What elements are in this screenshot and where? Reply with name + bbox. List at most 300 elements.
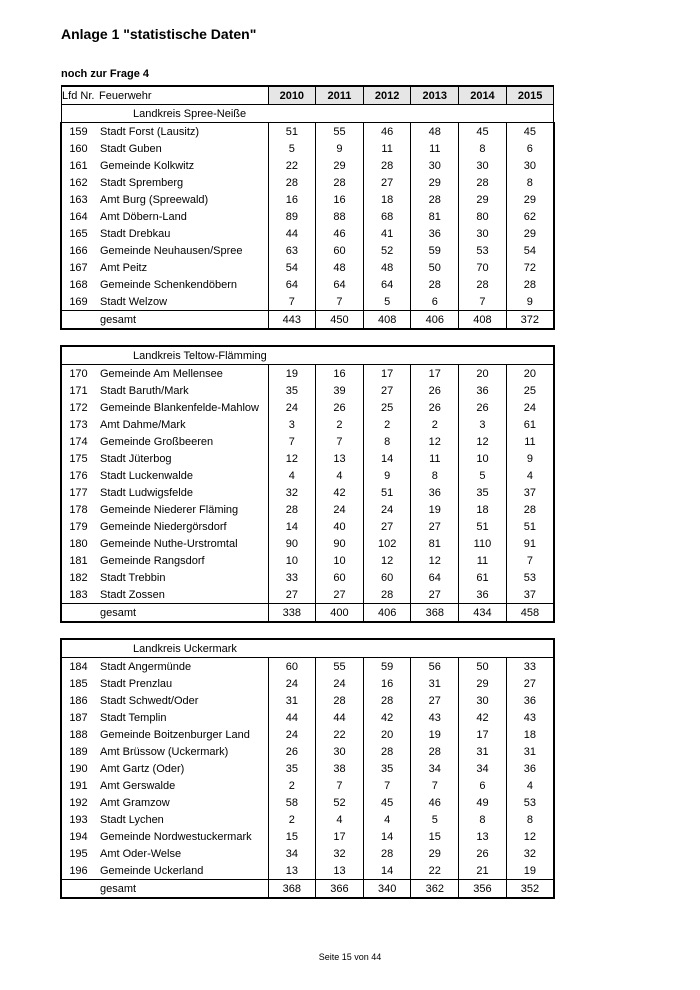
fire-brigade-name: Amt Gramzow <box>100 796 170 809</box>
year-value: 30 <box>316 743 364 760</box>
year-value: 43 <box>411 709 459 726</box>
year-value: 29 <box>459 191 507 208</box>
year-value: 14 <box>268 518 316 535</box>
year-value: 22 <box>411 862 459 880</box>
data-table <box>60 85 555 330</box>
year-value: 8 <box>411 467 459 484</box>
year-value: 24 <box>268 399 316 416</box>
year-value: 28 <box>506 501 554 518</box>
row-number: 169 <box>61 293 95 311</box>
fire-brigade-name: Amt Burg (Spreewald) <box>100 193 209 206</box>
year-value: 56 <box>411 658 459 676</box>
year-value: 52 <box>363 242 411 259</box>
table-row <box>61 811 554 828</box>
year-value: 19 <box>506 862 554 880</box>
year-value: 55 <box>316 123 364 141</box>
year-value: 30 <box>506 157 554 174</box>
year-value: 46 <box>316 225 364 242</box>
year-value: 2 <box>411 416 459 433</box>
row-number: 160 <box>61 140 95 157</box>
year-value: 36 <box>459 382 507 399</box>
row-number: 184 <box>61 658 95 676</box>
year-value: 29 <box>411 174 459 191</box>
year-value: 53 <box>506 569 554 586</box>
row-number: 163 <box>61 191 95 208</box>
row-number: 195 <box>61 845 95 862</box>
year-value: 12 <box>459 433 507 450</box>
total-value: 408 <box>459 311 507 330</box>
year-value: 28 <box>411 191 459 208</box>
page-footer: Seite 15 von 44 <box>318 952 382 962</box>
year-value: 25 <box>363 399 411 416</box>
year-value: 2 <box>363 416 411 433</box>
region-name: Landkreis Uckermark <box>95 639 554 658</box>
year-value: 29 <box>316 157 364 174</box>
year-value: 26 <box>316 399 364 416</box>
year-value: 13 <box>316 450 364 467</box>
header-name: Feuerwehr <box>95 86 268 105</box>
total-value: 356 <box>459 880 507 899</box>
table-row <box>61 743 554 760</box>
year-value: 28 <box>411 276 459 293</box>
year-value: 45 <box>459 123 507 141</box>
year-value: 24 <box>268 675 316 692</box>
year-value: 5 <box>363 293 411 311</box>
year-value: 89 <box>268 208 316 225</box>
row-number: 166 <box>61 242 95 259</box>
total-value: 408 <box>363 311 411 330</box>
total-row <box>61 880 554 899</box>
year-value: 70 <box>459 259 507 276</box>
year-value: 31 <box>411 675 459 692</box>
year-value: 30 <box>459 157 507 174</box>
year-value: 12 <box>411 552 459 569</box>
table-row <box>61 862 554 880</box>
row-number: 183 <box>61 586 95 604</box>
year-value: 48 <box>316 259 364 276</box>
year-value: 15 <box>411 828 459 845</box>
year-value: 26 <box>411 399 459 416</box>
row-number: 191 <box>61 777 95 794</box>
year-value: 28 <box>316 692 364 709</box>
year-value: 46 <box>363 123 411 141</box>
region-row <box>61 105 554 123</box>
section-table-2 <box>60 345 553 623</box>
year-value: 24 <box>316 501 364 518</box>
year-value: 16 <box>316 365 364 383</box>
fire-brigade-name: Amt Peitz <box>100 261 148 274</box>
row-number: 174 <box>61 433 95 450</box>
row-number: 173 <box>61 416 95 433</box>
year-value: 24 <box>268 726 316 743</box>
total-row <box>61 311 554 330</box>
region-row <box>61 346 554 365</box>
table-row <box>61 259 554 276</box>
table-row <box>61 569 554 586</box>
row-number: 168 <box>61 276 95 293</box>
year-value: 28 <box>363 157 411 174</box>
year-value: 36 <box>411 484 459 501</box>
total-label: gesamt <box>95 604 268 623</box>
page-subtitle: noch zur Frage 4 <box>61 68 150 80</box>
table-row <box>61 777 554 794</box>
total-row <box>61 604 554 623</box>
table-row <box>61 658 554 676</box>
row-number: 162 <box>61 174 95 191</box>
year-value: 9 <box>506 450 554 467</box>
year-value: 31 <box>459 743 507 760</box>
year-value: 7 <box>363 777 411 794</box>
year-value: 53 <box>506 794 554 811</box>
year-value: 28 <box>363 845 411 862</box>
year-value: 91 <box>506 535 554 552</box>
table-row <box>61 191 554 208</box>
fire-brigade-name: Amt Dahme/Mark <box>100 418 186 431</box>
year-value: 28 <box>316 174 364 191</box>
year-value: 29 <box>506 225 554 242</box>
table-row <box>61 157 554 174</box>
year-value: 44 <box>268 225 316 242</box>
row-number: 159 <box>61 123 95 141</box>
year-value: 6 <box>506 140 554 157</box>
year-value: 12 <box>268 450 316 467</box>
row-number: 185 <box>61 675 95 692</box>
year-value: 43 <box>506 709 554 726</box>
fire-brigade-name: Stadt Schwedt/Oder <box>100 694 199 707</box>
fire-brigade-name: Stadt Luckenwalde <box>100 469 193 482</box>
year-value: 37 <box>506 484 554 501</box>
year-value: 7 <box>316 433 364 450</box>
year-value: 11 <box>459 552 507 569</box>
year-value: 7 <box>316 293 364 311</box>
fire-brigade-name: Stadt Baruth/Mark <box>100 384 189 397</box>
year-value: 88 <box>316 208 364 225</box>
year-value: 31 <box>506 743 554 760</box>
row-number: 175 <box>61 450 95 467</box>
year-value: 7 <box>459 293 507 311</box>
year-value: 21 <box>459 862 507 880</box>
row-number: 165 <box>61 225 95 242</box>
year-value: 28 <box>268 501 316 518</box>
row-number: 192 <box>61 794 95 811</box>
year-value: 26 <box>268 743 316 760</box>
year-value: 11 <box>363 140 411 157</box>
year-value: 42 <box>316 484 364 501</box>
row-number: 176 <box>61 467 95 484</box>
fire-brigade-name: Amt Gartz (Oder) <box>100 762 185 775</box>
fire-brigade-name: Stadt Zossen <box>100 588 165 601</box>
year-value: 44 <box>316 709 364 726</box>
year-value: 28 <box>411 743 459 760</box>
total-value: 338 <box>268 604 316 623</box>
year-value: 38 <box>316 760 364 777</box>
year-value: 90 <box>268 535 316 552</box>
year-value: 16 <box>316 191 364 208</box>
year-value: 36 <box>506 760 554 777</box>
year-value: 22 <box>316 726 364 743</box>
fire-brigade-name: Stadt Prenzlau <box>100 677 173 690</box>
page-title: Anlage 1 "statistische Daten" <box>61 26 257 42</box>
year-value: 36 <box>411 225 459 242</box>
year-value: 6 <box>459 777 507 794</box>
table-row <box>61 586 554 604</box>
year-value: 45 <box>506 123 554 141</box>
year-value: 46 <box>411 794 459 811</box>
row-number: 167 <box>61 259 95 276</box>
row-number: 193 <box>61 811 95 828</box>
table-row <box>61 225 554 242</box>
fire-brigade-name: Stadt Templin <box>100 711 167 724</box>
year-value: 27 <box>411 586 459 604</box>
year-value: 30 <box>459 692 507 709</box>
table-row <box>61 828 554 845</box>
year-value: 7 <box>268 433 316 450</box>
row-number: 181 <box>61 552 95 569</box>
fire-brigade-name: Amt Gerswalde <box>100 779 176 792</box>
year-value: 52 <box>316 794 364 811</box>
table-row <box>61 450 554 467</box>
total-value: 372 <box>506 311 554 330</box>
region-name: Landkreis Spree-Neiße <box>95 105 554 123</box>
row-number: 189 <box>61 743 95 760</box>
total-value: 450 <box>316 311 364 330</box>
year-value: 4 <box>506 777 554 794</box>
year-value: 17 <box>459 726 507 743</box>
year-value: 35 <box>459 484 507 501</box>
year-value: 4 <box>316 811 364 828</box>
year-value: 28 <box>459 276 507 293</box>
total-value: 362 <box>411 880 459 899</box>
year-value: 19 <box>268 365 316 383</box>
year-value: 10 <box>459 450 507 467</box>
year-value: 33 <box>268 569 316 586</box>
header-year: 2012 <box>363 86 411 105</box>
year-value: 60 <box>316 569 364 586</box>
year-value: 81 <box>411 535 459 552</box>
section-table-3 <box>60 638 553 899</box>
table-row <box>61 760 554 777</box>
data-table <box>60 638 555 899</box>
year-value: 20 <box>459 365 507 383</box>
year-value: 7 <box>411 777 459 794</box>
year-value: 49 <box>459 794 507 811</box>
year-value: 45 <box>363 794 411 811</box>
year-value: 24 <box>363 501 411 518</box>
table-row <box>61 845 554 862</box>
year-value: 3 <box>268 416 316 433</box>
table-row <box>61 123 554 141</box>
year-value: 6 <box>411 293 459 311</box>
row-number: 196 <box>61 862 95 880</box>
row-number: 179 <box>61 518 95 535</box>
year-value: 13 <box>459 828 507 845</box>
year-value: 41 <box>363 225 411 242</box>
year-value: 44 <box>268 709 316 726</box>
year-value: 19 <box>411 501 459 518</box>
year-value: 29 <box>411 845 459 862</box>
row-number: 194 <box>61 828 95 845</box>
year-value: 27 <box>506 675 554 692</box>
year-value: 9 <box>363 467 411 484</box>
year-value: 51 <box>506 518 554 535</box>
total-value: 352 <box>506 880 554 899</box>
row-number: 161 <box>61 157 95 174</box>
row-number: 190 <box>61 760 95 777</box>
year-value: 55 <box>316 658 364 676</box>
year-value: 27 <box>363 518 411 535</box>
table-row <box>61 293 554 311</box>
fire-brigade-name: Stadt Lychen <box>100 813 164 826</box>
year-value: 50 <box>459 658 507 676</box>
fire-brigade-name: Stadt Welzow <box>100 295 168 308</box>
year-value: 54 <box>268 259 316 276</box>
fire-brigade-name: Gemeinde Rangsdorf <box>100 554 205 567</box>
year-value: 61 <box>459 569 507 586</box>
year-value: 64 <box>363 276 411 293</box>
table-row <box>61 709 554 726</box>
year-value: 63 <box>268 242 316 259</box>
year-value: 27 <box>411 692 459 709</box>
year-value: 35 <box>268 382 316 399</box>
table-row <box>61 726 554 743</box>
row-number: 182 <box>61 569 95 586</box>
year-value: 18 <box>459 501 507 518</box>
year-value: 2 <box>268 777 316 794</box>
table-row <box>61 242 554 259</box>
year-value: 9 <box>506 293 554 311</box>
year-value: 35 <box>268 760 316 777</box>
year-value: 14 <box>363 862 411 880</box>
table-row <box>61 518 554 535</box>
year-value: 36 <box>506 692 554 709</box>
year-value: 16 <box>268 191 316 208</box>
year-value: 18 <box>363 191 411 208</box>
year-value: 8 <box>363 433 411 450</box>
year-value: 12 <box>411 433 459 450</box>
year-value: 32 <box>268 484 316 501</box>
year-value: 110 <box>459 535 507 552</box>
table-row <box>61 208 554 225</box>
table-row <box>61 174 554 191</box>
year-value: 37 <box>506 586 554 604</box>
fire-brigade-name: Gemeinde Kolkwitz <box>100 159 195 172</box>
table-row <box>61 365 554 383</box>
year-value: 4 <box>506 467 554 484</box>
year-value: 50 <box>411 259 459 276</box>
year-value: 8 <box>459 811 507 828</box>
header-year: 2010 <box>268 86 316 105</box>
total-value: 368 <box>268 880 316 899</box>
fire-brigade-name: Gemeinde Schenkendöbern <box>100 278 237 291</box>
year-value: 48 <box>411 123 459 141</box>
year-value: 20 <box>363 726 411 743</box>
header-nr: Lfd Nr. <box>61 86 95 105</box>
total-value: 434 <box>459 604 507 623</box>
year-value: 28 <box>363 692 411 709</box>
year-value: 60 <box>363 569 411 586</box>
year-value: 58 <box>268 794 316 811</box>
year-value: 3 <box>459 416 507 433</box>
table-row <box>61 484 554 501</box>
year-value: 64 <box>316 276 364 293</box>
year-value: 24 <box>506 399 554 416</box>
year-value: 68 <box>363 208 411 225</box>
year-value: 102 <box>363 535 411 552</box>
year-value: 5 <box>268 140 316 157</box>
year-value: 42 <box>459 709 507 726</box>
year-value: 11 <box>411 140 459 157</box>
year-value: 7 <box>268 293 316 311</box>
total-value: 340 <box>363 880 411 899</box>
year-value: 60 <box>268 658 316 676</box>
year-value: 51 <box>363 484 411 501</box>
row-number: 180 <box>61 535 95 552</box>
fire-brigade-name: Amt Brüssow (Uckermark) <box>100 745 229 758</box>
fire-brigade-name: Stadt Jüterbog <box>100 452 172 465</box>
year-value: 10 <box>268 552 316 569</box>
fire-brigade-name: Gemeinde Blankenfelde-Mahlow <box>100 401 259 414</box>
year-value: 29 <box>506 191 554 208</box>
year-value: 42 <box>363 709 411 726</box>
table-row <box>61 692 554 709</box>
row-number: 164 <box>61 208 95 225</box>
year-value: 14 <box>363 828 411 845</box>
fire-brigade-name: Stadt Forst (Lausitz) <box>100 125 200 138</box>
year-value: 30 <box>411 157 459 174</box>
year-value: 29 <box>459 675 507 692</box>
year-value: 7 <box>506 552 554 569</box>
year-value: 8 <box>506 174 554 191</box>
year-value: 90 <box>316 535 364 552</box>
fire-brigade-name: Amt Oder-Welse <box>100 847 182 860</box>
fire-brigade-name: Gemeinde Niedergörsdorf <box>100 520 227 533</box>
year-value: 18 <box>506 726 554 743</box>
year-value: 4 <box>268 467 316 484</box>
year-value: 48 <box>363 259 411 276</box>
table-row <box>61 433 554 450</box>
fire-brigade-name: Gemeinde Großbeeren <box>100 435 214 448</box>
year-value: 32 <box>506 845 554 862</box>
year-value: 11 <box>411 450 459 467</box>
year-value: 34 <box>411 760 459 777</box>
year-value: 30 <box>459 225 507 242</box>
table-row <box>61 399 554 416</box>
table-row <box>61 535 554 552</box>
row-number: 177 <box>61 484 95 501</box>
fire-brigade-name: Stadt Trebbin <box>100 571 166 584</box>
year-value: 17 <box>316 828 364 845</box>
year-value: 13 <box>316 862 364 880</box>
fire-brigade-name: Stadt Angermünde <box>100 660 192 673</box>
fire-brigade-name: Gemeinde Am Mellensee <box>100 367 223 380</box>
table-row <box>61 501 554 518</box>
table-row <box>61 382 554 399</box>
fire-brigade-name: Gemeinde Neuhausen/Spree <box>100 244 243 257</box>
year-value: 34 <box>459 760 507 777</box>
year-value: 28 <box>506 276 554 293</box>
year-value: 80 <box>459 208 507 225</box>
year-value: 28 <box>459 174 507 191</box>
year-value: 10 <box>316 552 364 569</box>
year-value: 35 <box>363 760 411 777</box>
table-row <box>61 140 554 157</box>
year-value: 40 <box>316 518 364 535</box>
year-value: 12 <box>363 552 411 569</box>
year-value: 27 <box>316 586 364 604</box>
row-number: 172 <box>61 399 95 416</box>
row-number: 186 <box>61 692 95 709</box>
year-value: 15 <box>268 828 316 845</box>
